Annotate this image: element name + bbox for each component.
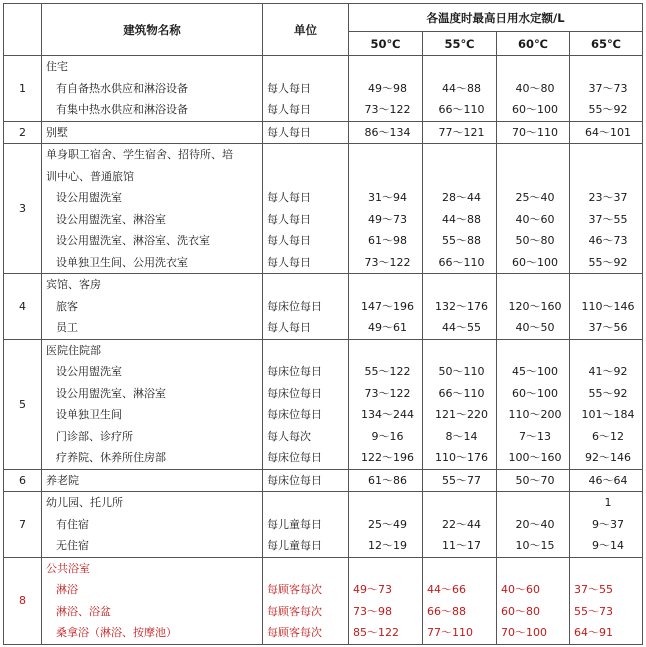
quota-60-value: 40～60 [501,583,540,596]
quota-65-value: 37～55 [588,212,628,226]
unit-value: 每人每次 [267,429,311,443]
quota-60-value: 10～15 [515,539,555,552]
quota-60-value: 70～110 [512,125,558,139]
quota-65-value: 55～92 [588,255,628,269]
row-number: 3 [4,144,42,274]
quota-50-value: 122～196 [361,451,414,464]
quota-60-value: 50～80 [515,234,555,247]
building-subtype: 无住宿 [56,539,89,552]
unit-value: 每顾客每次 [267,626,322,639]
quota-65-value [570,558,642,580]
quota-65-value [570,166,642,188]
quota-60-cell [497,492,570,558]
building-category: 公共浴室 [46,561,90,575]
quota-60-value [497,492,569,514]
building-subtype: 有住宿 [56,517,89,531]
quota-55-value: 55～88 [442,234,481,247]
row-number: 6 [4,469,42,492]
quota-60-value: 25～40 [515,191,555,204]
quota-55-value: 11～17 [442,539,481,552]
water-quota-table [3,3,643,645]
quota-50-value: 49～73 [353,583,392,596]
quota-65-value: 1 [604,496,612,509]
building-subtype: 设公用盥洗室 [56,365,122,378]
quota-55-cell [423,557,497,644]
quota-50-value: 49～73 [368,212,407,226]
header-temp-60: 60℃ [497,32,570,56]
quota-55-cell [423,469,497,492]
building-category: 别墅 [46,125,68,139]
quota-55-value: 44～88 [442,212,481,226]
quota-55-cell [423,56,497,122]
quota-65-value: 37～55 [574,583,613,596]
table-row [4,121,643,144]
unit-value: 每人每日 [267,191,311,204]
quota-50-value [349,274,422,296]
building-name-cell [42,144,263,274]
row-number: 4 [4,274,42,340]
quota-60-value: 70～100 [501,626,547,639]
quota-65-value: 41～92 [588,365,628,378]
quota-65-value: 110～146 [581,299,635,313]
building-category: 训中心、普通旅馆 [46,169,134,183]
building-name-cell [42,121,263,144]
row-number: 5 [4,339,42,469]
quota-65-value [570,274,642,296]
quota-60-cell [497,121,570,144]
row-number: 1 [4,56,42,122]
quota-50-value [349,56,422,78]
building-name-cell [42,492,263,558]
quota-60-value: 40～80 [515,81,555,95]
quota-60-value: 60～100 [512,103,558,116]
unit-cell [263,339,349,469]
quota-65-value: 9～14 [592,539,625,552]
unit-value: 每人每日 [267,103,311,116]
unit-value [263,492,348,514]
unit-value: 每儿童每日 [267,539,322,552]
header-temp-50: 50℃ [349,32,423,56]
quota-65-value: 23～37 [588,191,628,204]
quota-50-value: 73～122 [364,255,411,269]
unit-cell [263,274,349,340]
quota-65-value: 6～12 [592,429,625,443]
quota-55-cell [423,339,497,469]
quota-65-cell [570,144,643,274]
quota-55-value [423,340,496,362]
quota-50-value: 73～122 [364,103,411,116]
quota-55-value [423,166,496,188]
quota-55-value: 110～176 [435,451,488,464]
quota-65-value: 37～73 [588,81,628,95]
table-row [4,469,643,492]
quota-60-cell [497,557,570,644]
header-temp-65: 65℃ [570,32,643,56]
quota-65-value: 55～92 [588,386,628,400]
quota-55-value: 8～14 [445,429,478,443]
quota-50-cell [349,557,423,644]
unit-value: 每床位每日 [267,451,322,464]
building-subtype: 旅客 [56,299,78,313]
building-category: 幼儿园、托儿所 [46,496,123,509]
quota-55-value: 121～220 [435,408,488,421]
quota-65-cell [570,339,643,469]
quota-60-value: 40～50 [515,321,555,334]
quota-65-value: 46～64 [588,473,628,487]
table-body [4,56,643,645]
quota-60-value: 60～100 [512,386,558,400]
quota-60-value [497,558,569,580]
quota-50-value: 147～196 [361,299,414,313]
building-subtype: 设公用盥洗室、淋浴室 [56,386,166,400]
quota-55-value: 66～110 [438,255,485,269]
table-row [4,339,643,469]
unit-value: 每床位每日 [267,299,322,313]
quota-50-value: 55～122 [364,365,411,378]
quota-50-value: 73～122 [364,386,411,400]
quota-50-value: 31～94 [368,191,407,204]
quota-55-value: 44～55 [442,321,481,334]
header-daily-quota: 各温度时最高日用水定额/L [349,4,643,32]
quota-50-value: 49～98 [368,81,407,95]
quota-55-value: 132～176 [435,299,488,313]
quota-50-value: 49～61 [368,321,407,334]
quota-55-value: 66～110 [438,103,485,116]
unit-value [263,558,348,580]
building-subtype: 设单独卫生间、公用洗衣室 [56,255,188,269]
quota-55-value: 44～88 [442,81,481,95]
unit-cell [263,469,349,492]
quota-55-cell [423,492,497,558]
table-row [4,56,643,122]
quota-60-value: 100～160 [508,451,562,464]
quota-65-value: 55～92 [588,103,628,116]
header-index [4,4,42,56]
unit-value: 每人每日 [267,212,311,226]
quota-55-value: 50～110 [438,365,485,378]
unit-value: 每床位每日 [267,386,322,400]
quota-55-value: 28～44 [442,191,481,204]
building-name-cell [42,339,263,469]
quota-65-cell [570,274,643,340]
quota-60-cell [497,339,570,469]
quota-50-value: 86～134 [364,125,411,139]
unit-value [263,274,348,296]
quota-55-value: 66～110 [438,386,485,400]
quota-55-value: 66～88 [427,604,466,618]
table-row [4,492,643,558]
building-name-cell [42,469,263,492]
building-subtype: 有集中热水供应和淋浴设备 [56,103,188,116]
unit-cell [263,492,349,558]
quota-50-value [349,492,422,514]
unit-value: 每人每日 [267,81,311,95]
table-row [4,144,643,274]
quota-55-cell [423,144,497,274]
quota-55-value [423,274,496,296]
quota-50-cell [349,469,423,492]
unit-value [263,340,348,362]
row-number: 8 [4,557,42,644]
building-subtype: 有自备热水供应和淋浴设备 [56,81,188,95]
quota-60-value: 60～80 [501,604,540,618]
quota-50-value [349,558,422,580]
unit-value [263,144,348,166]
unit-cell [263,144,349,274]
quota-50-value: 12～19 [368,539,407,552]
quota-55-value [423,144,496,166]
quota-50-value [349,166,422,188]
building-subtype: 疗养院、休养所住房部 [56,451,166,464]
quota-60-value: 110～200 [508,408,562,421]
quota-55-value: 44～66 [427,583,466,596]
quota-65-value [570,340,642,362]
building-subtype: 员工 [56,321,78,334]
quota-65-cell [570,492,643,558]
building-subtype: 门诊部、诊疗所 [56,429,133,443]
header-unit: 单位 [263,4,349,56]
quota-50-value: 61～86 [368,473,407,487]
quota-60-value [497,56,569,78]
quota-65-cell [570,121,643,144]
building-category: 宾馆、客房 [46,278,101,291]
quota-60-value: 20～40 [515,517,555,531]
building-subtype: 设单独卫生间 [56,408,122,421]
unit-value: 每人每日 [267,125,311,139]
quota-60-value: 120～160 [508,299,562,313]
unit-cell [263,121,349,144]
quota-60-cell [497,274,570,340]
quota-65-cell [570,56,643,122]
building-subtype: 淋浴、浴盆 [56,604,111,618]
quota-50-cell [349,56,423,122]
quota-65-value: 46～73 [588,234,628,247]
quota-55-value [423,56,496,78]
header-building-name: 建筑物名称 [42,4,263,56]
unit-value: 每顾客每次 [267,604,322,618]
quota-55-cell [423,274,497,340]
building-category: 单身职工宿舍、学生宿舍、招待所、培 [46,148,233,161]
quota-65-value [570,56,642,78]
quota-60-value [497,274,569,296]
quota-55-value: 77～110 [427,626,473,639]
building-category: 养老院 [46,473,79,487]
quota-65-cell [570,557,643,644]
building-subtype: 淋浴 [56,583,78,596]
quota-60-value [497,340,569,362]
quota-60-value [497,144,569,166]
building-name-cell [42,56,263,122]
unit-value: 每床位每日 [267,408,322,421]
quota-50-cell [349,274,423,340]
unit-value: 每床位每日 [267,365,322,378]
quota-65-value: 101～184 [581,408,635,421]
quota-50-value [349,340,422,362]
quota-50-cell [349,144,423,274]
header-temp-55: 55℃ [423,32,497,56]
quota-55-value: 22～44 [442,517,481,531]
unit-cell [263,557,349,644]
quota-50-value: 9～16 [371,429,404,443]
building-category: 住宅 [46,60,68,73]
unit-value [263,166,348,188]
quota-55-value [423,558,496,580]
building-subtype: 设公用盥洗室、淋浴室、洗衣室 [56,234,210,247]
building-subtype: 设公用盥洗室 [56,191,122,204]
quota-65-value [570,144,642,166]
quota-60-cell [497,469,570,492]
unit-value: 每顾客每次 [267,583,322,596]
quota-65-value: 64～101 [585,125,632,139]
quota-55-value: 55～77 [442,473,481,487]
quota-60-value: 45～100 [512,365,558,378]
quota-65-value: 64～91 [574,626,613,639]
quota-65-value: 92～146 [585,451,632,464]
building-subtype: 设公用盥洗室、淋浴室 [56,212,166,226]
quota-50-cell [349,339,423,469]
quota-65-value: 37～56 [588,321,628,334]
unit-value: 每儿童每日 [267,517,322,531]
unit-cell [263,56,349,122]
table-row [4,557,643,644]
unit-value: 每人每日 [267,255,311,269]
quota-60-value: 40～60 [515,212,555,226]
unit-value: 每人每日 [267,234,311,247]
building-name-cell [42,557,263,644]
quota-60-value: 60～100 [512,255,558,269]
quota-65-cell [570,469,643,492]
unit-value: 每床位每日 [267,473,322,487]
quota-65-value: 55～73 [574,604,613,618]
quota-50-value: 25～49 [368,517,407,531]
quota-65-value: 9～37 [592,517,625,531]
quota-50-value [349,144,422,166]
unit-value: 每人每日 [267,321,311,334]
quota-50-value: 134～244 [361,408,414,421]
building-name-cell [42,274,263,340]
quota-50-cell [349,492,423,558]
quota-60-cell [497,56,570,122]
quota-50-cell [349,121,423,144]
quota-60-value: 50～70 [515,473,555,487]
quota-55-value: 77～121 [438,125,485,139]
unit-value [263,56,348,78]
row-number: 7 [4,492,42,558]
building-subtype: 桑拿浴（淋浴、按摩池） [56,626,177,639]
quota-50-value: 73～98 [353,604,392,618]
quota-55-cell [423,121,497,144]
quota-60-value: 7～13 [519,429,551,443]
quota-55-value [423,492,496,514]
quota-50-value: 61～98 [368,234,407,247]
quota-60-value [497,166,569,188]
quota-60-cell [497,144,570,274]
building-category: 医院住院部 [46,343,101,357]
table-row [4,274,643,340]
quota-50-value: 85～122 [353,626,399,639]
row-number: 2 [4,121,42,144]
